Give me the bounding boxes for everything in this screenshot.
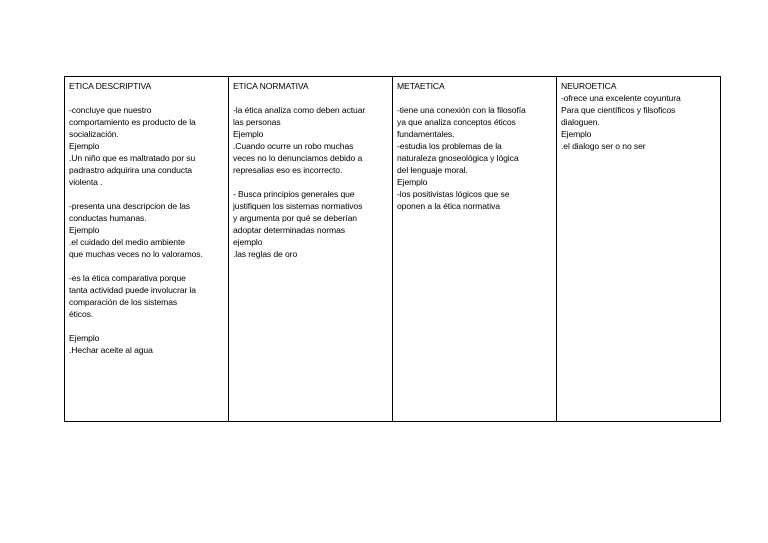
text-line: -la ética analiza como deben actuar (233, 105, 366, 115)
text-line: comportamiento es producto de la (69, 117, 196, 127)
text-line: fundamentales. (397, 129, 455, 139)
table-row (65, 77, 721, 422)
column-neuroetica (557, 77, 721, 422)
text-line: las personas (233, 117, 281, 127)
column-etica-descriptiva (65, 77, 229, 422)
text-line: justifiquen los sistemas normativos (233, 201, 363, 211)
column-title: NEUROETICA (561, 81, 617, 91)
text-line: Ejemplo (69, 225, 100, 235)
text-line: y argumenta por qué se deberían (233, 213, 357, 223)
text-line: dialoguen. (561, 117, 600, 127)
column-metaetica (393, 77, 557, 422)
text-line: - Busca principios generales que (233, 189, 355, 199)
text-line: ya que analiza conceptos éticos (397, 117, 516, 127)
text-line: socialización. (69, 129, 119, 139)
text-line: -estudia los problemas de la (397, 141, 502, 151)
text-line: .las reglas de oro (233, 249, 298, 259)
column-title: ETICA DESCRIPTIVA (69, 81, 152, 91)
text-line: -tiene una conexión con la filosofía (397, 105, 526, 115)
text-line: violenta . (69, 177, 103, 187)
text-line: .Un niño que es maltratado por su (69, 153, 196, 163)
text-line: -ofrece una excelente coyuntura (561, 93, 681, 103)
text-line: Ejemplo (69, 333, 100, 343)
text-line: del lenguaje moral. (397, 165, 468, 175)
text-line: padrastro adquirira una conducta (69, 165, 192, 175)
column-title: METAETICA (397, 81, 445, 91)
text-line: Para que científicos y filsoficos (561, 105, 676, 115)
column-title: ETICA NORMATIVA (233, 81, 309, 91)
text-line: adoptar determinadas normas (233, 225, 345, 235)
text-line: .Hechar aceite al agua (69, 345, 153, 355)
text-line: que muchas veces no lo valoramos. (69, 249, 203, 259)
text-line: tanta actividad puede involucrar la (69, 285, 196, 295)
text-line: -los positivistas lógicos que se (397, 189, 510, 199)
column-etica-normativa (229, 77, 393, 422)
text-line: comparación de los sistemas (69, 297, 178, 307)
text-line: veces no lo denunciamos debido a (233, 153, 363, 163)
text-line: naturaleza gnoseológica y lógica (397, 153, 519, 163)
text-line: .Cuando ocurre un robo muchas (233, 141, 354, 151)
text-line: -concluye que nuestro (69, 105, 152, 115)
text-line: -presenta una descripcion de las (69, 201, 191, 211)
text-line: Ejemplo (233, 129, 264, 139)
text-line: -es la ética comparativa porque (69, 273, 186, 283)
ethics-comparison-table (64, 76, 721, 422)
text-line: oponen a la ética normativa (397, 201, 500, 211)
text-line: .el dialogo ser o no ser (561, 141, 646, 151)
text-line: represalias eso es incorrecto. (233, 165, 343, 175)
text-line: conductas humanas. (69, 213, 147, 223)
text-line: ejemplo (233, 237, 263, 247)
text-line: Ejemplo (561, 129, 592, 139)
text-line: .el cuidado del medio ambiente (69, 237, 185, 247)
text-line: Ejemplo (397, 177, 428, 187)
text-line: Ejemplo (69, 141, 100, 151)
text-line: éticos. (69, 309, 94, 319)
